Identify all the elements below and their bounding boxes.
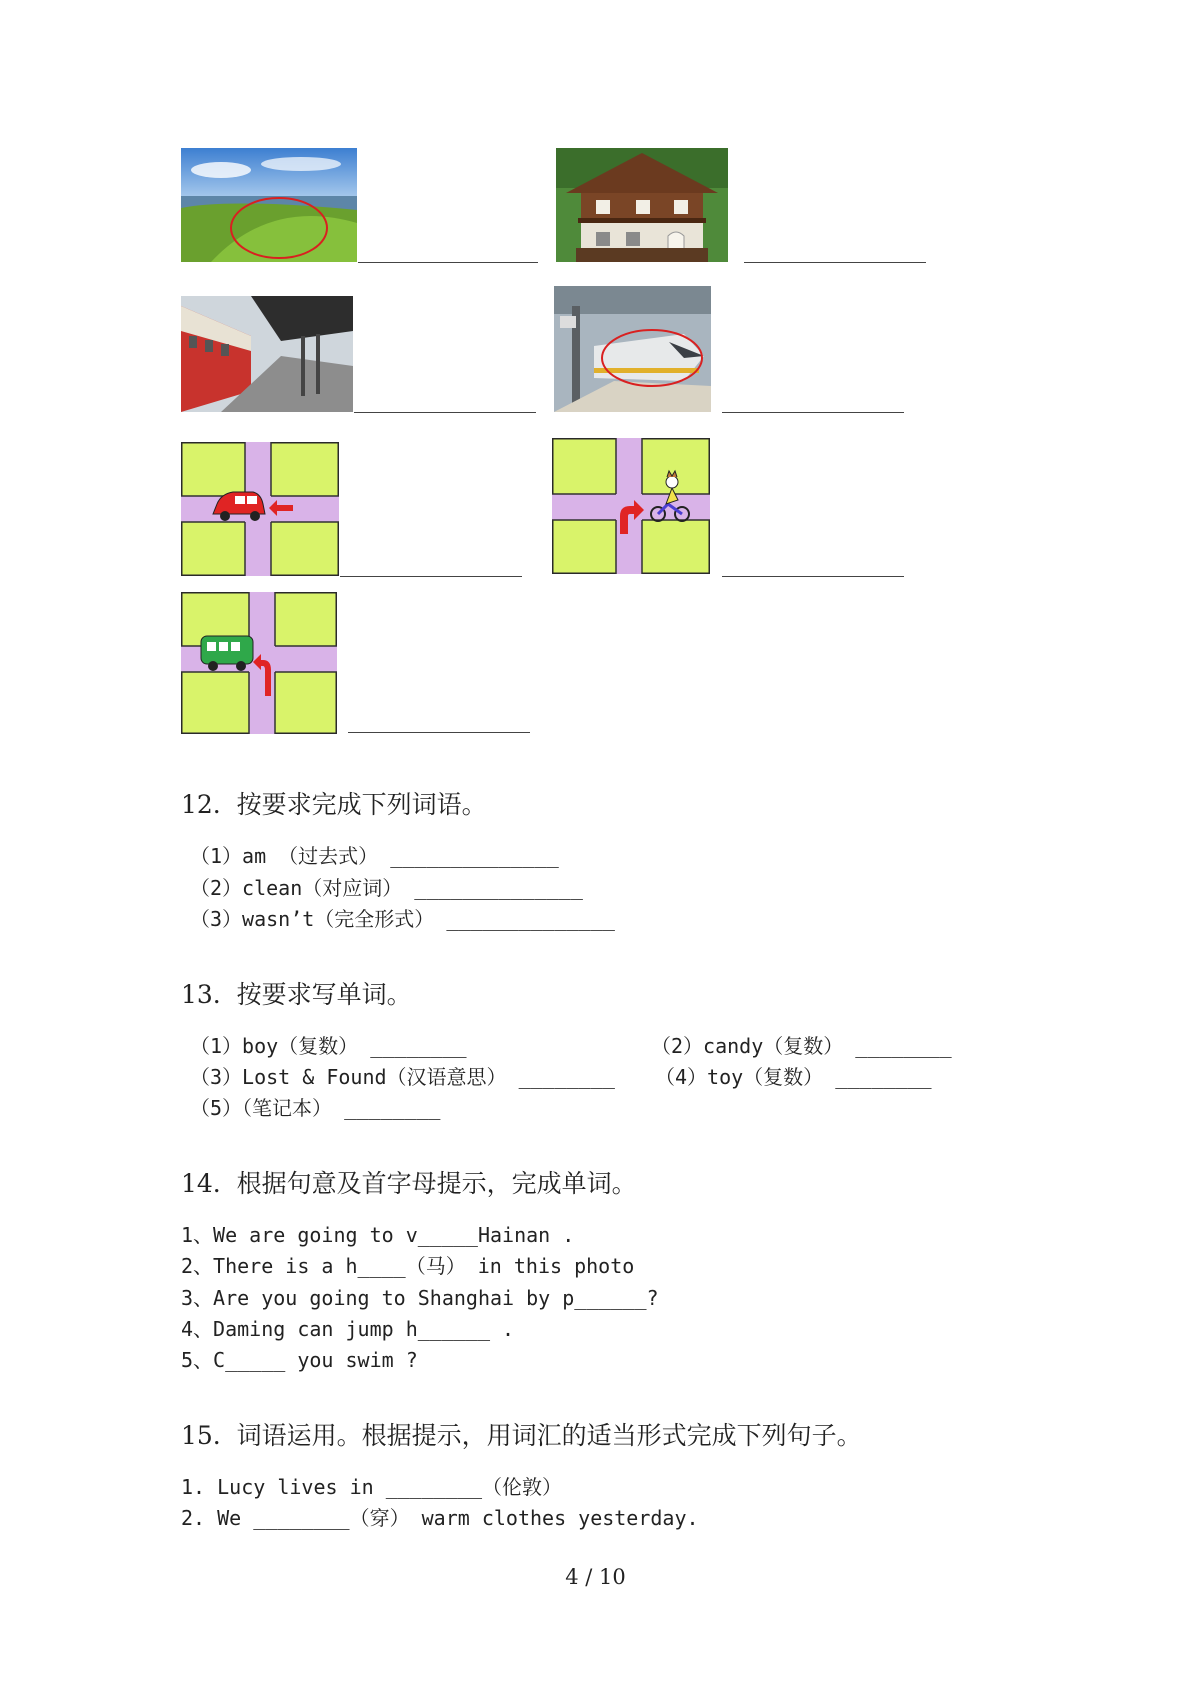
q12-item-2: （2）clean（对应词） ______________ [190, 876, 583, 900]
q15-item-1: 1. Lucy lives in ________（伦敦） [181, 1475, 563, 1499]
q12-title: 12. 按要求完成下列词语。 [181, 790, 487, 819]
answer-line-2[interactable] [744, 262, 926, 263]
q14-title: 14. 根据句意及首字母提示，完成单词。 [181, 1169, 637, 1198]
answer-line-3[interactable] [354, 412, 536, 413]
q13-item-4: （4）toy（复数） ________ [655, 1065, 932, 1089]
page-number: 4 / 10 [565, 1565, 626, 1589]
q15-title: 15. 词语运用。根据提示，用词汇的适当形式完成下列句子。 [181, 1421, 862, 1450]
answer-line-4[interactable] [722, 412, 904, 413]
q13-title: 13. 按要求写单词。 [181, 980, 412, 1009]
hill-photo [181, 148, 357, 262]
q12-item-3: （3）wasn’t（完全形式） ______________ [190, 907, 615, 931]
q14-item-1: 1、We are going to v_____Hainan . [181, 1223, 575, 1247]
q14-item-4: 4、Daming can jump h______ . [181, 1317, 515, 1341]
answer-line-1[interactable] [358, 262, 538, 263]
answer-line-5[interactable] [340, 576, 522, 577]
q13-item-2: （2）candy（复数） ________ [651, 1034, 952, 1058]
q14-item-2: 2、There is a h____（马） in this photo [181, 1254, 635, 1278]
answer-line-6[interactable] [722, 576, 904, 577]
house-photo [556, 148, 728, 262]
q15-item-2: 2. We ________（穿） warm clothes yesterday. [181, 1506, 699, 1530]
q14-item-5: 5、C_____ you swim ? [181, 1348, 418, 1372]
map-car-left [181, 442, 339, 576]
answer-line-7[interactable] [348, 732, 530, 733]
q13-item-5: （5）（笔记本） ________ [190, 1096, 441, 1120]
q13-item-3: （3）Lost & Found（汉语意思） ________ [190, 1065, 615, 1089]
map-bike-turn-right [552, 438, 710, 574]
q13-item-1: （1）boy（复数） ________ [190, 1034, 467, 1058]
q12-item-1: （1）am （过去式） ______________ [190, 844, 559, 868]
q14-item-3: 3、Are you going to Shanghai by p______? [181, 1286, 659, 1310]
map-bus-turn-left [181, 592, 337, 734]
train-station-photo [181, 296, 353, 412]
fast-train-photo [554, 286, 711, 412]
